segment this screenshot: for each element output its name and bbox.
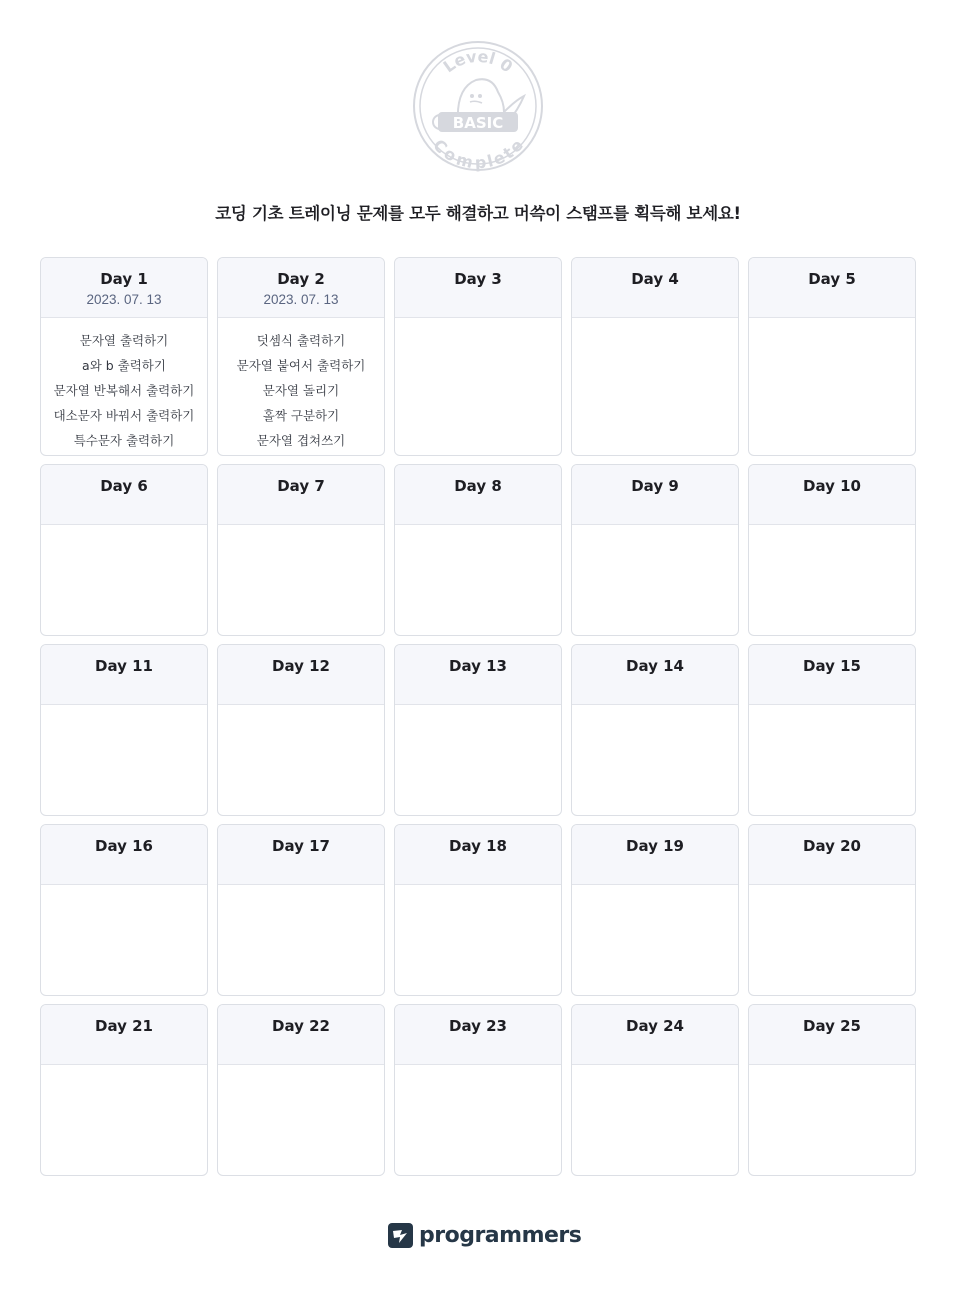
day-title: Day 9 (631, 477, 679, 495)
day-card-body (395, 1065, 561, 1175)
day-card (394, 464, 562, 636)
day-card-header (218, 645, 384, 705)
day-card (748, 644, 916, 816)
day-card-body (41, 705, 207, 815)
day-card (394, 257, 562, 456)
programmers-logo-icon (388, 1223, 413, 1248)
day-card-header (41, 1005, 207, 1065)
day-card (571, 257, 739, 456)
day-card-body (572, 885, 738, 995)
day-card (40, 824, 208, 996)
day-card-header (395, 465, 561, 525)
day-card-header (41, 825, 207, 885)
day-row (40, 464, 916, 636)
day-card-body (395, 885, 561, 995)
day-title: Day 15 (803, 657, 861, 675)
day-title: Day 8 (454, 477, 502, 495)
day-card-header (218, 1005, 384, 1065)
day-card-header (395, 825, 561, 885)
day-title: Day 24 (626, 1017, 684, 1035)
day-card (748, 1004, 916, 1176)
day-card-body (395, 318, 561, 455)
day-card-body (749, 705, 915, 815)
day-card-header (749, 465, 915, 525)
day-card-body (395, 705, 561, 815)
day-card (394, 1004, 562, 1176)
day-card-header (41, 645, 207, 705)
day-row (40, 1004, 916, 1176)
day-card-body (572, 1065, 738, 1175)
day-card (217, 464, 385, 636)
day-card-header (218, 825, 384, 885)
day-title: Day 13 (449, 657, 507, 675)
level0-basic-complete-stamp (412, 40, 544, 172)
day-card-body (395, 525, 561, 635)
problem-link[interactable]: a와 b 출력하기 (82, 358, 166, 373)
day-card-header (218, 258, 384, 318)
day-card-header (749, 645, 915, 705)
day-card (40, 644, 208, 816)
day-card-header (572, 825, 738, 885)
day-row (40, 257, 916, 456)
day-card-header (218, 465, 384, 525)
day-title: Day 2 (277, 270, 325, 288)
headline: 코딩 기초 트레이닝 문제를 모두 해결하고 머쓱이 스탬프를 획득해 보세요! (215, 204, 741, 223)
day-row (40, 644, 916, 816)
day-card (217, 824, 385, 996)
day-card-header (572, 465, 738, 525)
day-title: Day 19 (626, 837, 684, 855)
day-card (571, 1004, 739, 1176)
day-card (571, 464, 739, 636)
day-card-header (572, 258, 738, 318)
problem-link[interactable]: 덧셈식 출력하기 (256, 333, 346, 348)
day-card-header (749, 258, 915, 318)
day-card-body (41, 318, 207, 455)
programmers-logo[interactable] (388, 1222, 581, 1249)
problem-link[interactable]: 문자열 반복해서 출력하기 (53, 383, 195, 398)
day-card (394, 644, 562, 816)
day-card-body (749, 525, 915, 635)
day-card (40, 464, 208, 636)
day-card-body (218, 318, 384, 455)
day-card-body (41, 1065, 207, 1175)
day-title: Day 4 (631, 270, 679, 288)
stamp-badge-text: BASIC (452, 114, 504, 132)
logo-text: programmers (419, 1223, 582, 1248)
day-title: Day 25 (803, 1017, 861, 1035)
day-card-body (572, 525, 738, 635)
problem-link[interactable]: 문자열 붙여서 출력하기 (236, 358, 366, 373)
day-card (748, 464, 916, 636)
day-title: Day 23 (449, 1017, 507, 1035)
day-card-body (218, 705, 384, 815)
day-card-body (572, 705, 738, 815)
day-card-body (218, 1065, 384, 1175)
day-title: Day 7 (277, 477, 325, 495)
day-title: Day 16 (95, 837, 153, 855)
day-card (217, 1004, 385, 1176)
day-card (571, 644, 739, 816)
day-card-body (749, 1065, 915, 1175)
day-grid (40, 257, 916, 1184)
problem-link[interactable]: 문자열 겹쳐쓰기 (256, 433, 346, 448)
stamp-bottom-text: Complete (429, 135, 527, 172)
day-card-header (395, 645, 561, 705)
day-title: Day 3 (454, 270, 502, 288)
day-card-header (749, 825, 915, 885)
day-card (748, 257, 916, 456)
day-card-body (572, 318, 738, 455)
day-card-header (572, 645, 738, 705)
day-card-header (41, 258, 207, 318)
day-card-header (395, 1005, 561, 1065)
problem-link[interactable]: 대소문자 바꿔서 출력하기 (53, 408, 195, 423)
day-card-body (218, 885, 384, 995)
day-card (217, 644, 385, 816)
day-card-body (41, 525, 207, 635)
day-title: Day 1 (100, 270, 148, 288)
day-card (40, 1004, 208, 1176)
day-card (748, 824, 916, 996)
day-card (217, 257, 385, 456)
day-date: 2023. 07. 13 (86, 292, 162, 307)
day-title: Day 11 (95, 657, 153, 675)
problem-link[interactable]: 문자열 돌리기 (262, 383, 340, 398)
day-date: 2023. 07. 13 (263, 292, 339, 307)
day-card-body (41, 885, 207, 995)
day-card-header (749, 1005, 915, 1065)
problem-link[interactable]: 문자열 출력하기 (79, 333, 169, 348)
day-card-body (218, 525, 384, 635)
day-title: Day 5 (808, 270, 856, 288)
stamp-top-text: Level 0 (439, 46, 517, 77)
svg-text:Level 0 (440, 47, 517, 77)
day-card-body (749, 318, 915, 455)
day-title: Day 22 (272, 1017, 330, 1035)
day-title: Day 20 (803, 837, 861, 855)
day-title: Day 21 (95, 1017, 153, 1035)
problem-link[interactable]: 홀짝 구분하기 (262, 408, 340, 423)
problem-link[interactable]: 특수문자 출력하기 (73, 433, 175, 448)
day-card-body (749, 885, 915, 995)
day-card-header (41, 465, 207, 525)
day-title: Day 18 (449, 837, 507, 855)
day-title: Day 6 (100, 477, 148, 495)
day-card (571, 824, 739, 996)
day-card (394, 824, 562, 996)
day-card (40, 257, 208, 456)
day-title: Day 17 (272, 837, 330, 855)
day-card-header (395, 258, 561, 318)
day-card-header (572, 1005, 738, 1065)
day-title: Day 12 (272, 657, 330, 675)
day-row (40, 824, 916, 996)
day-title: Day 10 (803, 477, 861, 495)
day-title: Day 14 (626, 657, 684, 675)
